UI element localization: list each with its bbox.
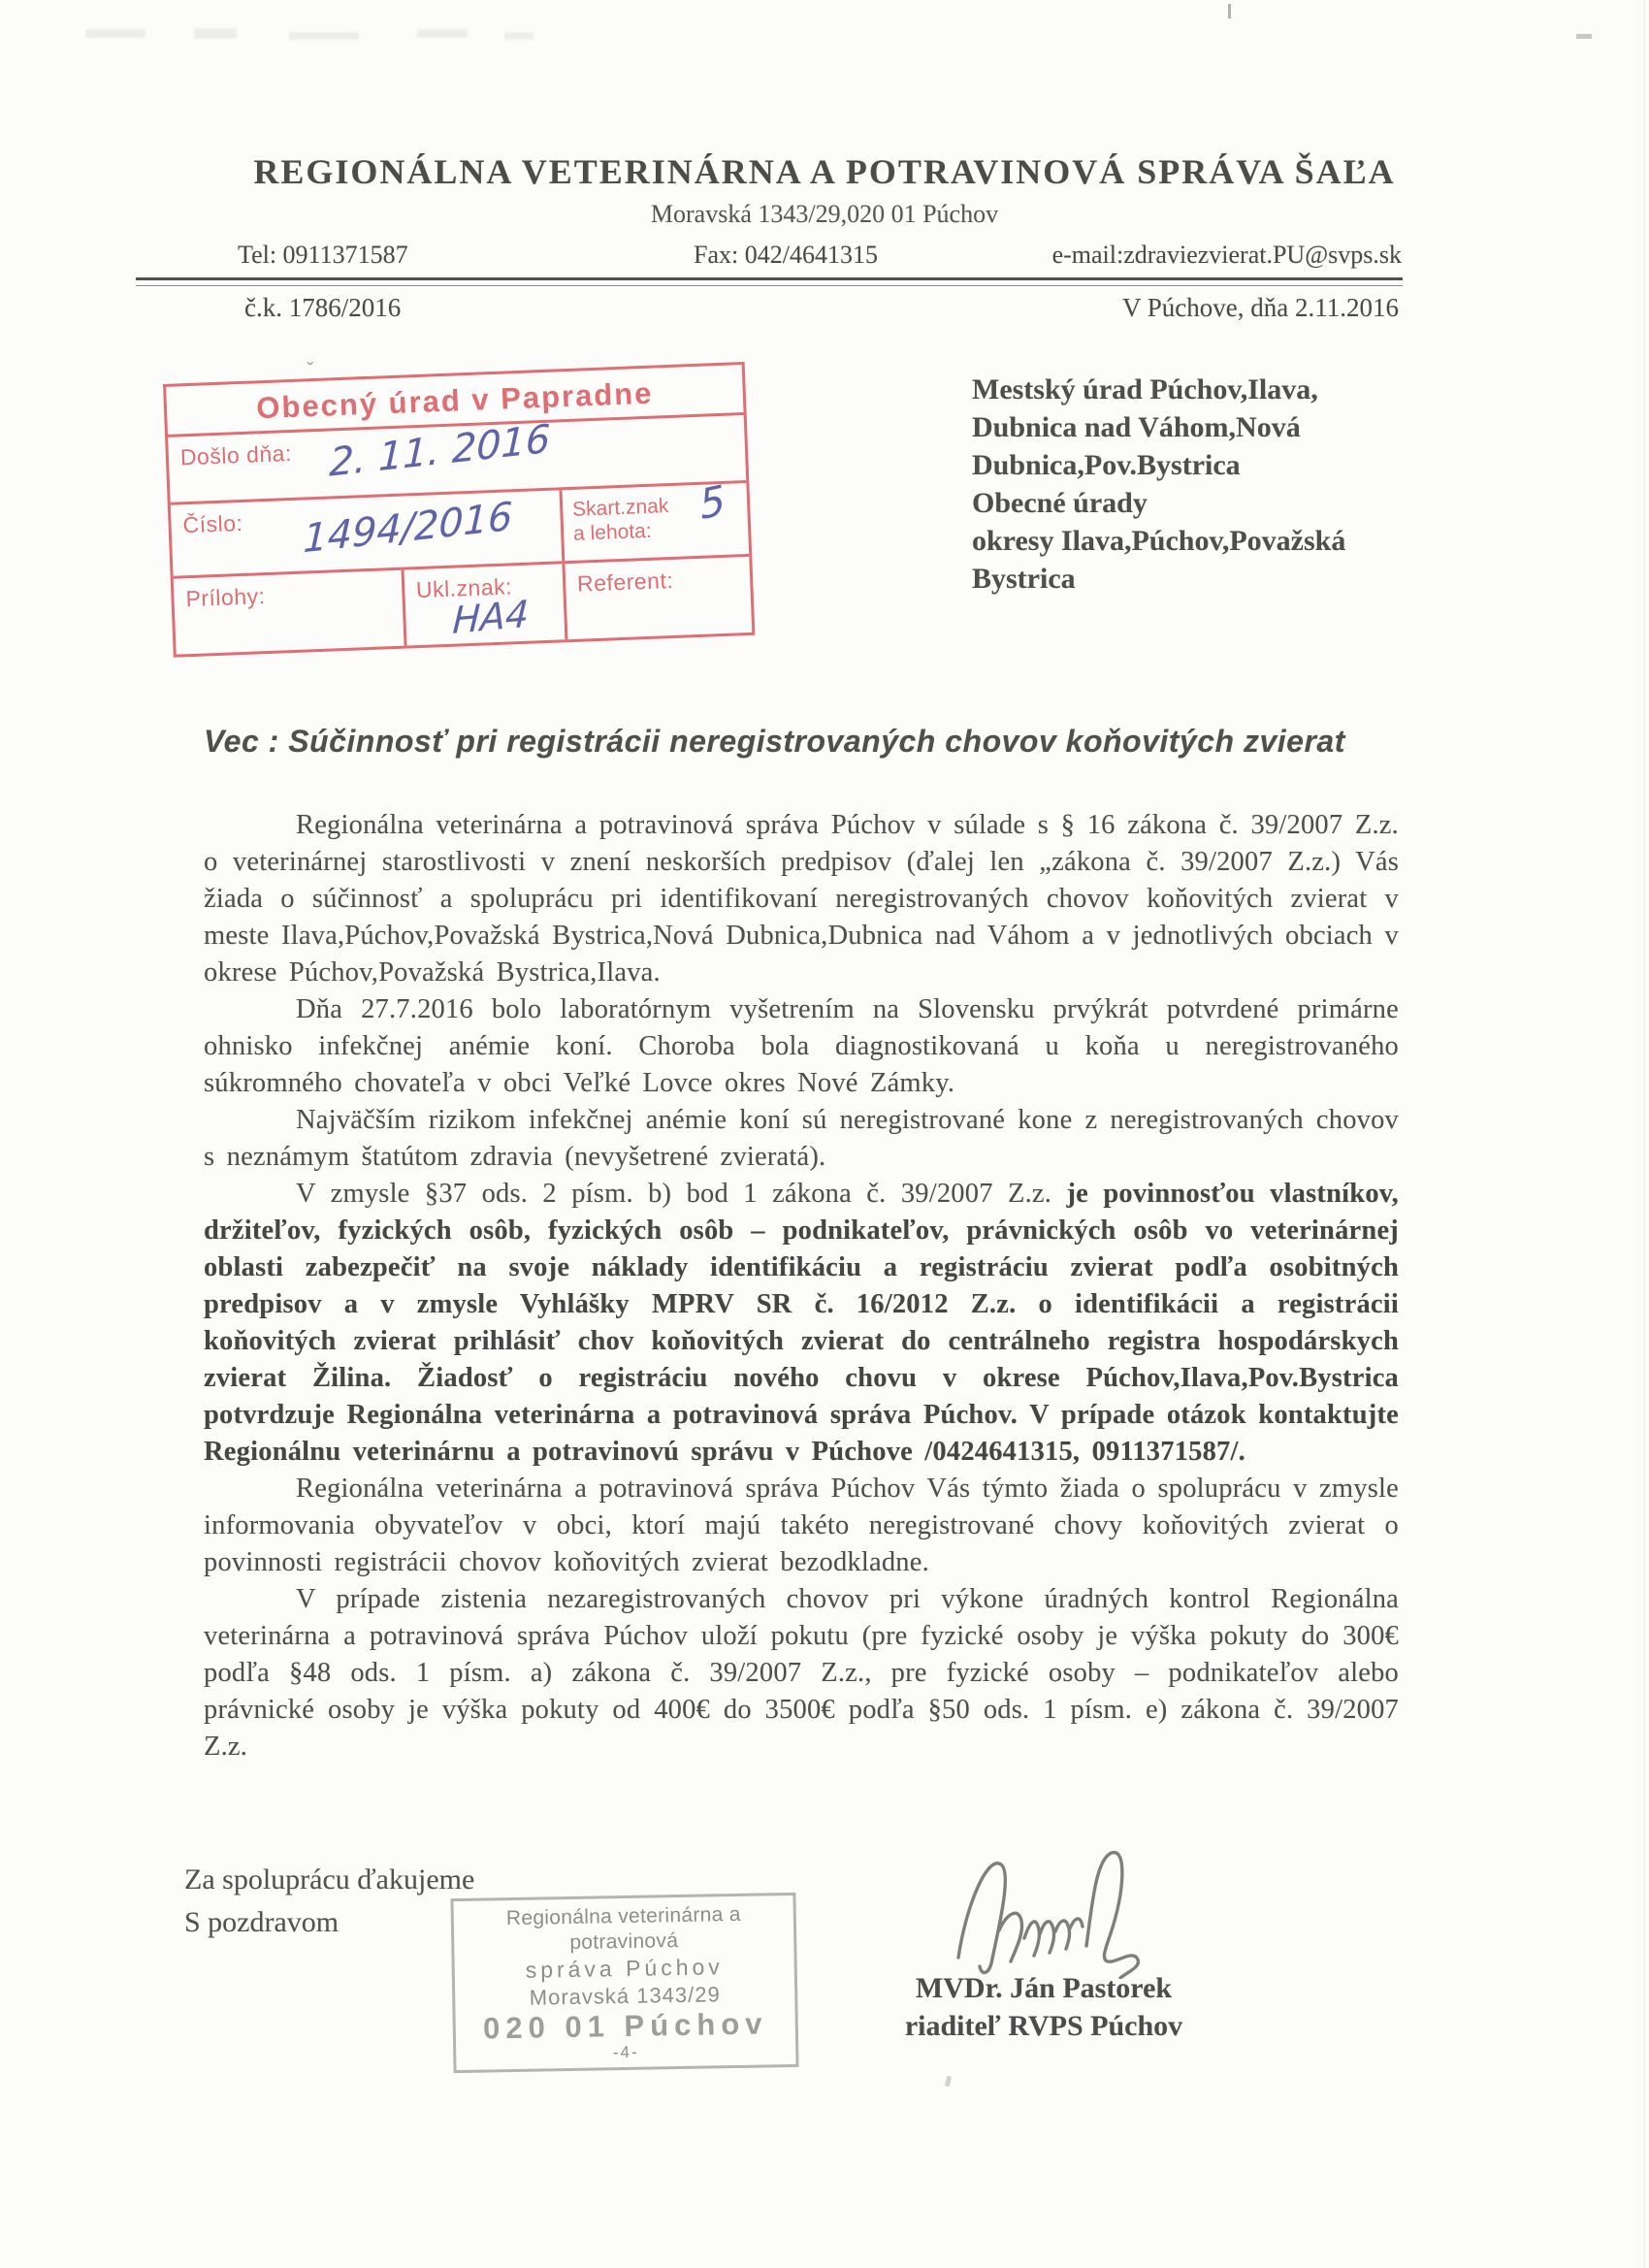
sender-stamp-line: Moravská 1343/29 — [529, 1982, 721, 2010]
body-segment: Regionálna veterinárna a potravinová správa Púchov Vás týmto žiada o spoluprácu v zmysle informovania obyvateľov v obci, ktorí majú takéto neregistrované chovy koňovitých zvierat o povinnosti registrácii chovov koňovitých zvierat bezodkladne. — [204, 1474, 1399, 1577]
scan-artifact — [85, 29, 146, 38]
scan-artifact — [1576, 34, 1592, 39]
body-paragraph — [204, 1581, 1399, 1766]
addressee-line: Obecné úrady — [972, 487, 1148, 519]
closing-block — [184, 1859, 474, 1944]
sender-stamp — [450, 1893, 798, 2073]
closing-regards: S pozdravom — [184, 1906, 340, 1938]
sender-stamp-line: 020 01 Púchov — [482, 2006, 768, 2046]
body-segment-bold: je povinnosťou vlastníkov, držiteľov, fyzických osôb, fyzických osôb – podnikateľov, právnických osôb vo veterinárnej oblasti zabezpečiť na svoje náklady identifikáciu a registráciu zvierat podľa osobitných predpisov a v zmysle Vyhlášky MPRV SR č. 16/2012 Z.z. o identifikácii a registrácii koňovitých zvierat prihlásiť chov koňovitých zvierat do centrálneho registra hospodárskych zvierat Žilina. Žiadosť o registráciu nového chovu v okrese Púchov,Ilava,Pov.Bystrica potvrdzuje Regionálna veterinárna a potravinová správa Púchov. V prípade otázok kontaktujte Regionálnu veterinárnu a potravinovú správu v Púchove /0424641315, 0911371587/. — [204, 1179, 1399, 1467]
addressee-line: Dubnica,Pov.Bystrica — [972, 449, 1241, 481]
sender-stamp-line: Regionálna veterinárna a potravinová — [505, 1902, 741, 1954]
body-paragraph — [204, 807, 1399, 991]
body-paragraph — [204, 1176, 1399, 1471]
signatory-block — [875, 1969, 1212, 2045]
letterhead-phone: Tel: 0911371587 — [238, 241, 408, 269]
ukl-label: Ukl.znak: — [415, 573, 513, 603]
scan-artifact — [1228, 4, 1231, 18]
skart-label-line2: a lehota: — [572, 519, 653, 545]
sender-stamp-line: správa Púchov — [525, 1954, 725, 1983]
scan-artifact: ˇ — [307, 357, 314, 381]
scan-artifact — [504, 32, 534, 40]
signatory-title: riaditeľ RVPS Púchov — [904, 2010, 1183, 2042]
received-stamp-title: Obecný úrad v Papradne — [166, 365, 744, 437]
addressee-block — [972, 371, 1399, 598]
received-stamp — [163, 362, 755, 658]
body-paragraphs — [204, 807, 1399, 1766]
received-date-handwriting: 2. 11. 2016 — [328, 416, 551, 486]
scan-artifact — [194, 28, 237, 39]
body-segment: Najväčším rizikom infekčnej anémie koní sú neregistrované kone z neregistrovaných chovov s neznámym štatútom zdravia (nevyšetrené zvieratá). — [204, 1105, 1399, 1172]
closing-thanks: Za spoluprácu ďakujeme — [184, 1863, 475, 1895]
skart-handwriting: 5 — [696, 475, 728, 530]
addressee-line: Mestský úrad Púchov,Ilava, — [972, 373, 1318, 405]
letterhead-fax: Fax: 042/4641315 — [694, 241, 878, 269]
body-paragraph — [204, 1102, 1399, 1176]
place-date: V Púchove, dňa 2.11.2016 — [1122, 293, 1399, 322]
letterhead-address: Moravská 1343/29,020 01 Púchov — [650, 200, 999, 228]
subject-line: Vec : Súčinnosť pri registrácii neregistrovaných chovov koňovitých zvierat — [204, 724, 1345, 759]
letterhead-title: REGIONÁLNA VETERINÁRNA A POTRAVINOVÁ SPRÁVA ŠAĽA — [253, 152, 1396, 191]
signatory-name: MVDr. Ján Pastorek — [915, 1972, 1173, 2004]
body-paragraph — [204, 1471, 1399, 1581]
letterhead-email: e-mail:zdraviezvierat.PU@svps.sk — [1051, 241, 1402, 269]
body-segment: V zmysle §37 ods. 2 písm. b) bod 1 zákona č. 39/2007 Z.z. — [296, 1179, 1067, 1209]
body-segment: Dňa 27.7.2016 bolo laboratórnym vyšetrením na Slovensku prvýkrát potvrdené primárne ohnisko infekčnej anémie koní. Choroba bola diagnostikovaná u koňa u neregistrovaného súkromného chovateľa v obci Veľké Lovce okres Nové Zámky. — [204, 994, 1399, 1098]
body-segment: V prípade zistenia nezaregistrovaných chovov pri výkone úradných kontrol Regionálna veterinárna a potravinová správa Púchov uloží pokutu (pre fyzické osoby je výška pokuty do 300€ podľa §48 ods. 1 písm. a) zákona č. 39/2007 Z.z., pre fyzické osoby – podnikateľov alebo právnické osoby je výška pokuty od 400€ do 3500€ podľa §50 ods. 1 písm. e) zákona č. 39/2007 Z.z. — [204, 1584, 1399, 1762]
body-paragraph — [204, 991, 1399, 1102]
addressee-line: Bystrica — [972, 563, 1076, 595]
file-number: č.k. 1786/2016 — [244, 293, 402, 322]
number-handwriting: 1494/2016 — [302, 494, 514, 563]
scan-artifact — [417, 29, 468, 38]
sender-stamp-line: -4- — [612, 2042, 639, 2062]
handwritten-signature-icon — [943, 1841, 1205, 1979]
referent-label: Referent: — [576, 567, 674, 597]
letterhead-divider — [136, 277, 1403, 286]
skart-label-line1: Skart.znak — [571, 495, 669, 521]
number-label: Číslo: — [182, 509, 243, 538]
attachments-label: Prílohy: — [185, 583, 266, 612]
addressee-line: okresy Ilava,Púchov,Považská — [972, 525, 1346, 557]
scan-artifact — [1643, 0, 1645, 2268]
scan-artifact — [945, 2076, 953, 2088]
scan-artifact — [289, 32, 359, 40]
body-segment: Regionálna veterinárna a potravinová správa Púchov v súlade s § 16 zákona č. 39/2007 Z.z. o veterinárnej starostlivosti v znení neskorších predpisov (ďalej len „zákona č. 39/2007 Z.z.) Vás žiada o súčinnosť a spoluprácu pri identifikovaní neregistrovaných chovov koňovitých zvierat v meste Ilava,Púchov,Považská Bystrica,Nová Dubnica,Dubnica nad Váhom a v jednotlivých obciach v okrese Púchov,Považská Bystrica,Ilava. — [204, 810, 1399, 988]
addressee-line: Dubnica nad Váhom,Nová — [972, 411, 1301, 443]
received-date-label: Došlo dňa: — [179, 439, 293, 470]
ukl-handwriting: HA4 — [451, 592, 530, 642]
